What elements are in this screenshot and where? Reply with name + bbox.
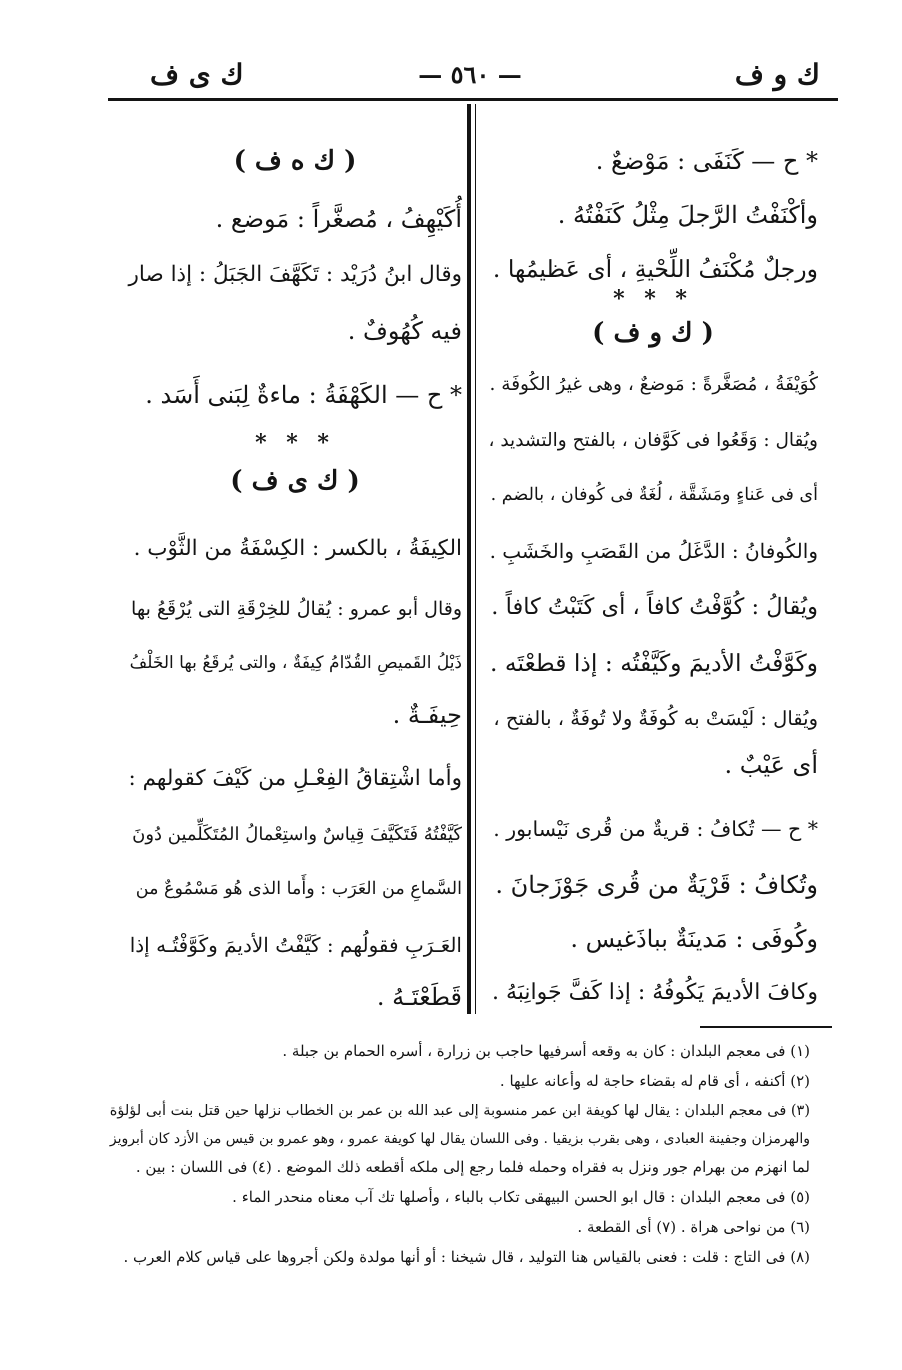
entry-line: وكُوفَى : مَدينَةٌ بباذَغيس . bbox=[570, 925, 818, 953]
entry-line: كُوَيْفَةُ ، مُصَغَّرةً : مَوضعٌ ، وهى غيرُ الكُوفَة . bbox=[489, 374, 818, 395]
entry-line: فيه كُهُوفٌ . bbox=[347, 317, 462, 345]
entry-line: ويُقال : لَيْسَتْ به كُوفَةٌ ولا تُوفَةٌ ، بالفتح ، bbox=[493, 707, 818, 730]
entry-line: ويُقال : وَقَعُوا فى كَوَّفان ، بالفتح والتشديد ، bbox=[488, 430, 818, 451]
footnote-line: (١) فى معجم البلدان : كان به وقعه أسرفيها حاجب بن زرارة ، أسره الحمام بن جبلة . bbox=[282, 1042, 810, 1060]
footnote-line: والهرمزان وجفينة العبادى ، وهى بقرب بزيقيا . وفى اللسان يقال لها كويفة عمرو ، وهو عمرو بن قيس من الأزد كان أبرويز bbox=[109, 1131, 810, 1147]
footnote-line: (٦) من نواحى هراة . (٧) أى القطعة . bbox=[577, 1218, 810, 1236]
footnote-line: (٣) فى معجم البلدان : يقال لها كويفة ابن عمر منسوبة إلى عبد الله بن عمر بن الخطاب نزلها حين قتل بنت أبى لؤلؤة bbox=[109, 1103, 810, 1119]
entry-line: ويُقالُ : كُوَّفْتُ كافاً ، أى كَتَبْتُ كافاً . bbox=[491, 594, 818, 620]
entry-line: * ح — كَنَفَى : مَوْضعٌ . bbox=[595, 147, 818, 175]
footnote-line: (٥) فى معجم البلدان : قال ابو الحسن البيهقى تكاب بالباء ، وأصلها تك آب معناه منحدر الماء . bbox=[232, 1188, 810, 1206]
page-number: — ٥٦٠ — bbox=[418, 60, 522, 89]
column-divider bbox=[467, 104, 471, 1014]
entry-line: أى عَيْبٌ . bbox=[724, 751, 818, 779]
entry-line: والكُوفانُ : الدَّغَلُ من القَصَبِ والخَشَبِ . bbox=[489, 539, 818, 563]
section-separator: * * * bbox=[255, 430, 335, 456]
header-right-root: ك و ف bbox=[734, 58, 820, 91]
entry-line: الكِيفَةُ ، بالكسر : الكِسْفَةُ من الثَّوْب . bbox=[133, 536, 462, 561]
column-divider-thin bbox=[475, 104, 476, 1014]
entry-line: وقال ابنُ دُرَيْد : تَكَهَّفَ الجَبَلُ : إذا صار bbox=[128, 262, 462, 287]
entry-line: أُكَيْهِفُ ، مُصغَّراً : مَوضع . bbox=[215, 205, 462, 233]
header-rule bbox=[108, 98, 838, 101]
entry-line: أى فى عَناءٍ ومَشَقَّة ، لُغَةٌ فى كُوفان ، بالضم . bbox=[490, 485, 818, 505]
entry-line: السَّماعِ من العَرَب : وأَما الذى هُو مَسْمُوعٌ من bbox=[135, 879, 462, 899]
header-left-root: ك ى ف bbox=[150, 58, 244, 91]
entry-line: * ح — الكَهْفَةُ : ماءةٌ لِبَنى أَسَد . bbox=[145, 381, 462, 409]
entry-line: العَـرَبِ فقولُهم : كَيَّفْتُ الأديمَ وكَوَّفْتُـه إذا bbox=[129, 933, 462, 957]
entry-line: وكَوَّفْتُ الأديمَ وكَيَّفْتُه : إذا قطعْتَه . bbox=[489, 649, 818, 677]
entry-line: كَيَّفْتُهُ فَتَكَيَّفَ قِياسٌ واستِعْمالُ المُتَكَلِّمين دُونَ bbox=[132, 824, 462, 845]
footnote-line: لما انهزم من بهرام جور ونزل به فقراه وحمله فلما رجع إلى ملكه أقطعه ذلك الموضع . (٤) فى اللسان : بين . bbox=[135, 1158, 810, 1176]
entry-line: وتُكافُ : قَرْيَةٌ من قُرى جَوْزَجانَ . bbox=[495, 871, 818, 899]
entry-line: وكافَ الأديمَ يَكُوفُهُ : إذا كَفَّ جَوانِبَهُ . bbox=[491, 980, 818, 1005]
entry-line: وقال أبو عمرو : يُقالُ للخِرْقَةِ التى يُرْقَعُ بها bbox=[131, 598, 462, 620]
root-heading: ( ك ى ف ) bbox=[230, 466, 360, 496]
root-heading: ( ك و ف ) bbox=[592, 318, 714, 348]
root-heading: ( ك ه ف ) bbox=[233, 146, 357, 176]
footnote-rule bbox=[700, 1026, 832, 1028]
footnote-line: (٢) أكنفه ، أى قام له بقضاء حاجة له وأعانه عليها . bbox=[499, 1072, 810, 1090]
entry-line: وأكْنَفْتُ الرَّجلَ مِثْلُ كَنَفْتُهُ . bbox=[557, 201, 818, 229]
entry-line: وأما اشْتِقاقُ الفِعْـلِ من كَيْفَ كقولهم : bbox=[128, 766, 462, 791]
entry-line: ورجلٌ مُكْنَفُ اللِّحْيةِ ، أى عَظيمُها . bbox=[492, 255, 818, 283]
entry-line: ذَيْلُ القَميصِ القُدّامُ كِيفَةٌ ، والتى يُرقَعُ بها الخَلْفُ bbox=[129, 653, 462, 673]
page-header bbox=[100, 58, 840, 98]
entry-line: * ح — تُكافُ : قريةٌ من قُرى نَيْسابور . bbox=[493, 817, 818, 841]
section-separator: * * * bbox=[613, 286, 693, 312]
entry-line: قَطَعْتَـهُ . bbox=[376, 983, 462, 1011]
footnote-line: (٨) فى التاج : قلت : فعنى بالقياس هنا التوليد ، قال شيخنا : أو أنها مولدة ولكن أجروها على قياس كلام العرب . bbox=[123, 1248, 810, 1266]
entry-line: حِيفَـةٌ . bbox=[392, 701, 462, 729]
